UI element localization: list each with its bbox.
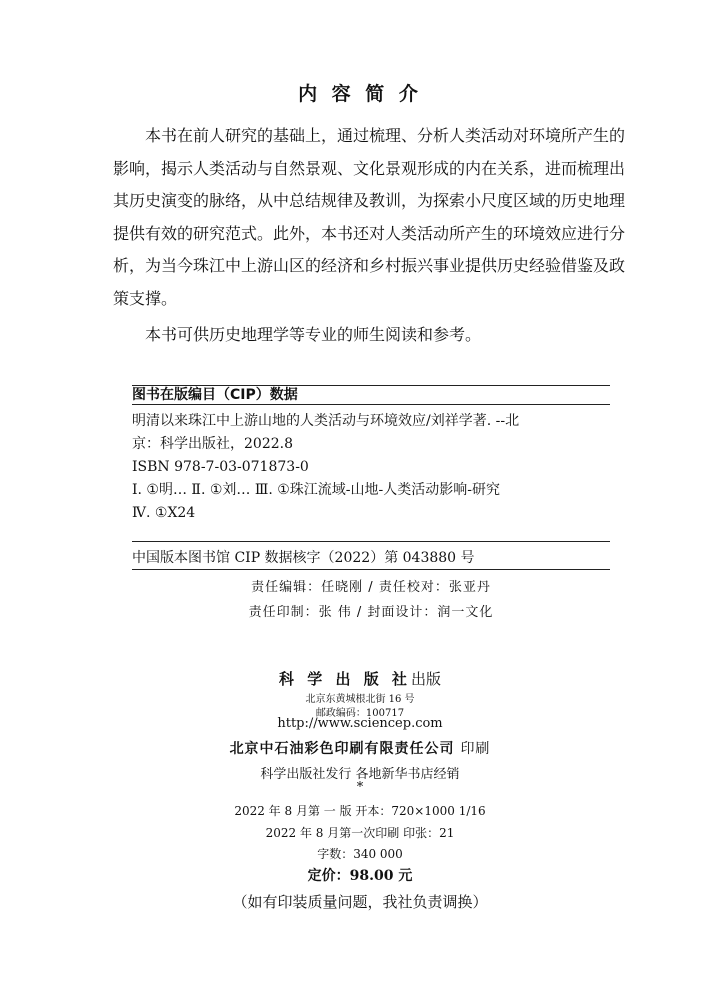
printer-line: [0, 738, 720, 758]
cip-bottom-rule: [132, 569, 610, 570]
publisher-url: http://www.sciencep.com: [277, 716, 443, 731]
page-title: 内 容 简 介: [298, 83, 422, 105]
publisher-address: 北京东黄城根北街 16 号: [305, 694, 415, 705]
cip-isbn: ISBN 978-7-03-071873-0: [132, 459, 309, 475]
distribution-line: 科学出版社发行 各地新华书店经销: [260, 767, 460, 782]
publisher-suffix: 出版: [410, 670, 441, 688]
cip-heading-rule: [132, 404, 610, 405]
cip-class-code: Ⅳ. ①X24: [132, 505, 196, 521]
production-credits: 责任印制：张 伟 / 封面设计：润一文化: [248, 605, 494, 620]
publisher-zip: 邮政编码：100717: [315, 708, 405, 719]
printer-name: 北京中石油彩色印刷有限责任公司: [229, 741, 455, 757]
publisher-line: [0, 668, 720, 689]
summary-paragraph: 本书在前人研究的基础上，通过梳理、分析人类活动对环境所产生的影响，揭示人类活动与自然景观、文化景观形成的内在关系，进而梳理出其历史演变的脉络，从中总结规律及教训，为探索小尺度区域的历史地理提供有效的研究范式。此外，本书还对人类活动所产生的环境效应进行分析，为当今珠江中上游山区的经济和乡村振兴事业提供历史经验借鉴及政策支撑。: [113, 126, 626, 308]
cip-publisher-line: 京：科学出版社，2022.8: [132, 436, 293, 452]
word-count: 字数：340 000: [317, 847, 403, 861]
edition-line: 2022 年 8 月第 一 版 开本：720×1000 1/16: [234, 804, 486, 818]
quality-notice: （如有印装质量问题，我社负责调换）: [232, 893, 488, 911]
publisher-name: 科 学 出 版 社: [279, 670, 411, 688]
price: 定价：98.00 元: [307, 868, 413, 884]
printing-line: 2022 年 8 月第一次印刷 印张：21: [265, 826, 455, 840]
book-summary: [113, 120, 625, 351]
separator-star: *: [356, 780, 364, 795]
cip-classification: Ⅰ. ①明… Ⅱ. ①刘… Ⅲ. ①珠江流域-山地-人类活动影响-研究: [132, 482, 500, 498]
cip-heading: 图书在版编目（CIP）数据: [132, 387, 298, 403]
printer-suffix: 印刷: [460, 741, 491, 757]
cip-mid-rule: [132, 541, 610, 542]
cip-record-number: 中国版本图书馆 CIP 数据核字（2022）第 043880 号: [132, 550, 475, 566]
cip-record: [132, 410, 610, 525]
cip-title-line: 明清以来珠江中上游山地的人类活动与环境效应/刘祥学著. --北: [132, 413, 520, 429]
audience-paragraph: 本书可供历史地理学等专业的师生阅读和参考。: [145, 324, 482, 344]
editor-credits: 责任编辑：任晓刚 / 责任校对：张亚丹: [251, 580, 491, 595]
